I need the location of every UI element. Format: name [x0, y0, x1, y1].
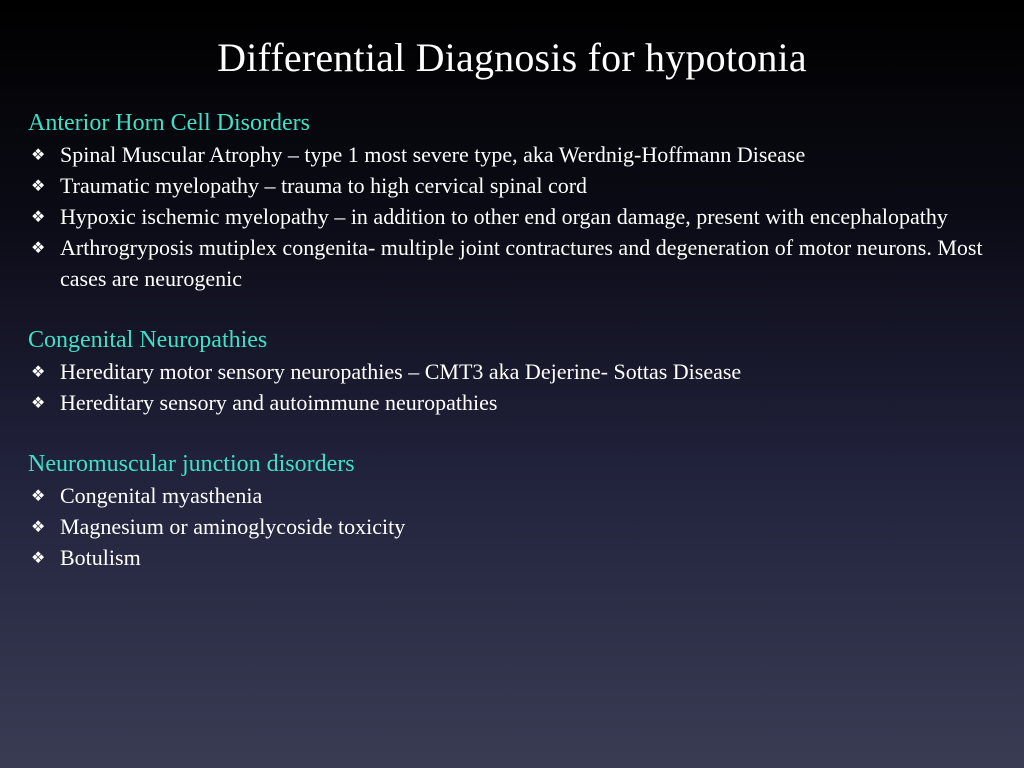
- diamond-bullet-icon: ❖: [31, 517, 46, 536]
- list-item: [28, 356, 998, 387]
- section-heading: Congenital Neuropathies: [28, 327, 268, 353]
- list-item-text: Spinal Muscular Atrophy – type 1 most severe type, aka Werdnig-Hoffmann Disease: [60, 142, 806, 167]
- diamond-bullet-icon: ❖: [31, 486, 46, 505]
- section-neuromuscular-junction: [28, 449, 998, 573]
- diamond-bullet-icon: ❖: [31, 145, 46, 164]
- list-item-text: Botulism: [60, 545, 141, 570]
- list-item-text: Hypoxic ischemic myelopathy – in addition to other end organ damage, present with encephalopathy: [60, 204, 948, 229]
- bullet-list: [28, 356, 998, 418]
- section-heading: Anterior Horn Cell Disorders: [28, 110, 310, 136]
- bullet-list: [28, 139, 998, 294]
- list-item: [28, 170, 998, 201]
- list-item: [28, 139, 998, 170]
- list-item: [28, 511, 998, 542]
- list-item-text: Congenital myasthenia: [60, 483, 263, 508]
- list-item-text: Magnesium or aminoglycoside toxicity: [60, 514, 406, 539]
- list-item-text: Traumatic myelopathy – trauma to high cervical spinal cord: [60, 173, 588, 198]
- list-item: [28, 387, 998, 418]
- list-item: [28, 201, 998, 232]
- diamond-bullet-icon: ❖: [31, 393, 46, 412]
- diamond-bullet-icon: ❖: [31, 176, 46, 195]
- section-heading: Neuromuscular junction disorders: [28, 451, 355, 477]
- list-item-text: Hereditary motor sensory neuropathies – CMT3 aka Dejerine- Sottas Disease: [60, 359, 742, 384]
- slide-title: Differential Diagnosis for hypotonia: [217, 35, 807, 80]
- section-congenital-neuropathies: [28, 325, 998, 418]
- list-item: [28, 232, 998, 294]
- list-item-text: Hereditary sensory and autoimmune neuropathies: [60, 390, 498, 415]
- list-item: [28, 480, 998, 511]
- diamond-bullet-icon: ❖: [31, 207, 46, 226]
- section-anterior-horn-cell: [28, 108, 998, 294]
- list-item-text: Arthrogryposis mutiplex congenita- multiple joint contractures and degeneration of motor neurons. Most cases are neurogenic: [60, 235, 983, 291]
- diamond-bullet-icon: ❖: [31, 362, 46, 381]
- diamond-bullet-icon: ❖: [31, 548, 46, 567]
- diamond-bullet-icon: ❖: [31, 238, 46, 257]
- bullet-list: [28, 480, 998, 573]
- slide-content: [28, 108, 998, 604]
- list-item: [28, 542, 998, 573]
